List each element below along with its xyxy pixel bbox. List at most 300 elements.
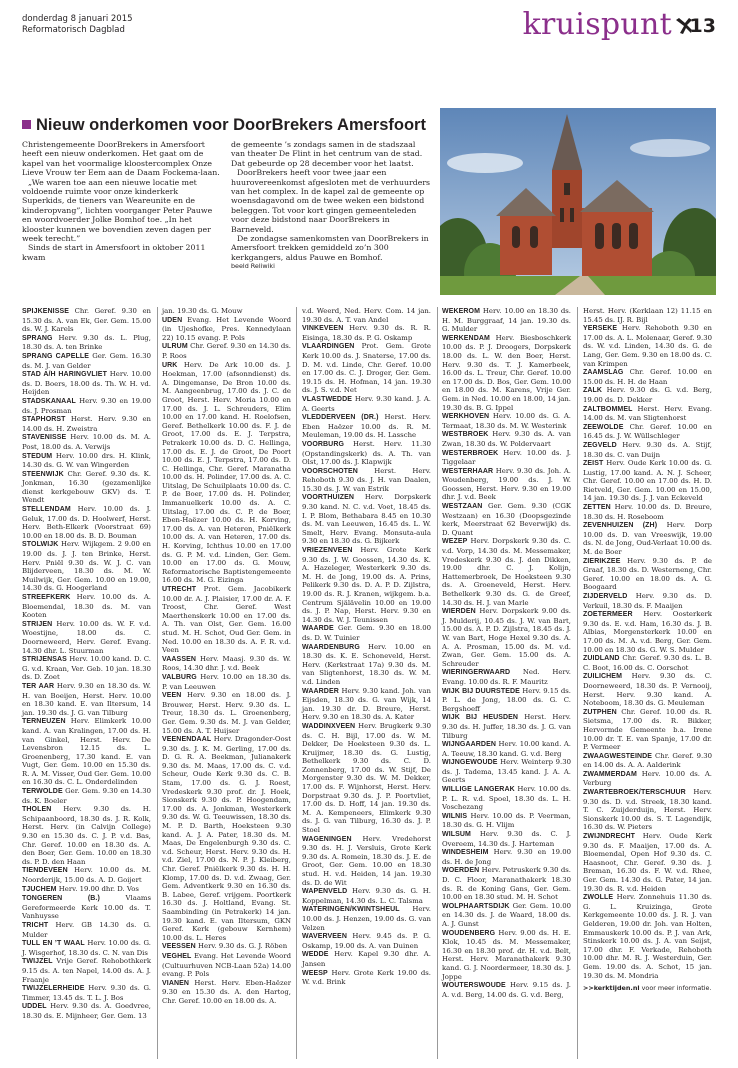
listing-entry <box>302 493 431 546</box>
listing-entry <box>302 722 431 835</box>
listing-services: Herv. 10.00 ds. D. Boers, 18.00 ds. Th. W. H. vd. Heijden <box>22 370 151 397</box>
listing-services: Chr. Geref. 9.30 ds. L. B. C. Boot, 16.00 ds. C. Oorschot <box>583 654 712 672</box>
listing-services: Herv. Dorp 10.00 ds. D. van Vreeswijk, 19.00 ds. N. de Jong, Oud-Verlaat 10.00 ds. M. de Boer <box>583 521 712 557</box>
listing-entry <box>162 585 291 655</box>
listing-entry <box>442 830 571 848</box>
listing-column-5 <box>583 307 712 993</box>
listing-services: Herv. 9.30 ds. D. v.d. Streek, 18.30 kand. T. C. Zuijderduijn, Herst. Herv. Sionskerk 10.00 ds. S. T. Lagendijk, 16.30 ds. W. Pieters <box>583 788 712 832</box>
listing-entry <box>302 932 431 950</box>
listing-entry <box>583 708 712 752</box>
listing-entry <box>442 812 571 830</box>
listing-place-name: VINKEVEEN <box>302 325 344 333</box>
listing-services: Herv. 10.00 ds. P. L. R. v.d. Spoel, 18.30 ds. L. H. Voschezang <box>442 785 571 812</box>
listing-entry <box>302 687 431 722</box>
listing-entry <box>302 905 431 932</box>
listing-entry <box>22 452 151 470</box>
listing-place-name: ZWARTEBROEK/TERSCHUUR <box>583 789 686 797</box>
listing-services: Herv. 9.30 ds. G. v.d. Berg, 19.00 ds. D. Dekker <box>583 386 712 404</box>
listing-place-name: ZIERIKZEE <box>583 557 621 565</box>
listing-entry <box>22 787 151 805</box>
listing-services: Chr. Geref. 10.00 ds. R. Sietsma, 17.00 ds. R. Bikker, Hervormde Gemeente b.a. Irene 10.00 dr. T. E. van Spanje, 17.00 dr. P. Vermeer <box>583 707 712 752</box>
listing-place-name: WESTBROEK <box>442 431 489 439</box>
listing-services: Herv. 9.30 ds. A. Stijf, 18.30 ds. C. van Duijn <box>583 440 712 459</box>
listing-entry <box>302 342 431 395</box>
listing-entry <box>22 921 151 939</box>
listing-services: Herv. Kapel 9.30 dhr. A. Jansen <box>302 950 431 968</box>
listing-place-name: TWIJZEL <box>22 958 53 966</box>
listing-entry <box>302 643 431 687</box>
listing-entry <box>302 546 431 624</box>
listing-place-name: TER AAR <box>22 682 55 690</box>
listing-services: Herv. 10.00 ds. J. Tiggelaar <box>442 448 571 467</box>
paper-name: Reformatorisch Dagblad <box>22 25 125 35</box>
listing-services: Herv. Maasj. 9.30 ds. W. Roos, 14.30 dhr. J. v.d. Beek <box>162 654 291 673</box>
listing-services: Ned. Herv. Evang. 10.00 ds. R. F. Mauritz <box>442 668 571 686</box>
listing-services: Herv. 9.30 en 19.00 ds. H. de Jong <box>442 848 571 866</box>
listing-entry <box>162 942 291 952</box>
article-paragraph: DoorBrekers heeft voor twee jaar een huurovereenkomst afgesloten met de verhuurders van het complex. In de kapel zal de gemeente op woensdagavond om de twee weken een bidstond beleggen. Tot voor kort gingen gemeenteleden voor deze bidstond naar DoorBrekers in Barneveld. <box>231 168 431 234</box>
listing-services: Vlaams Gereformeerde Kerk 10.00 ds. T. Vanhuysse <box>22 894 151 921</box>
listing-services: v.d. Weerd, Ned. Herv. Com. 14 jan. 19.30 ds. A. T. van Andel <box>302 307 431 324</box>
listing-services: Herv. 10.00 en 18.30 ds. P. van Leeuwen <box>162 672 291 691</box>
listing-services: Ger. Gem. 9.30 en 14.30 ds. K. Boeler <box>22 787 151 805</box>
listing-entry <box>583 459 712 503</box>
listing-services: Herv. 10.00 en 18.30 ds. H. M. Burggraaf, 14 jan. 19.30 ds. G. Mulder <box>442 307 571 334</box>
listing-place-name: ZUILICHEM <box>583 673 623 681</box>
listing-entry <box>583 423 712 441</box>
listing-services: Herst. Herv. 9.30 en 14.00 ds. H. Zweistra <box>22 415 151 433</box>
listing-services: Herv. 9.30 ds. A. Goedvree, 18.30 ds. E. Mijnheer, Ger. Gem. 13 <box>22 1002 151 1020</box>
listing-entry <box>442 430 571 448</box>
listing-services: Evang. Het Levende Woord (Cultuurhuven NCB-Laan 52a) 14.00 evang. P. Pols <box>162 951 291 979</box>
listing-place-name: STRIJEN <box>22 620 53 628</box>
listing-entry <box>583 654 712 672</box>
listing-place-name: WERKENDAM <box>442 334 490 342</box>
listing-services: Herv. 10.00 ds. P. Veerman, 18.30 ds. G. H. Vlijm <box>442 811 571 830</box>
listing-place-name: WEZEP <box>442 538 468 546</box>
issue-date: donderdag 8 januari 2015 <box>22 14 133 24</box>
listing-entry <box>302 324 431 342</box>
listing-place-name: WIJK BIJ HEUSDEN <box>442 714 519 722</box>
listing-entry <box>302 413 431 440</box>
article-paragraph: „We waren toe aan een nieuwe locatie met voldoende ruimte voor onze kinderkerk Superkids, de tieners van Weareunite en de kinderopvang”, lichten voorganger Peter Pauwe en woordvoerder Jolke Bomhof toe. „In het klooster kunnen we bovendien zeven dagen per week terecht.” <box>22 177 213 244</box>
listing-services: Ger. Gem. 16.30 ds. M. J. van Gelder <box>22 351 151 370</box>
listing-services: Herv. Oude Kerk 10.00 ds. G. Lustig, 17.00 kand. A. N. J. Scheer, Chr. Geref. 10.00 en 17.00 ds. H. D. Rietveld, Ger. Gem. 10.00 en 15.00, 14 jan. 19.30 ds. J. J. van Eckeveld <box>583 459 712 503</box>
listing-entry <box>302 969 431 987</box>
listing-place-name: STAPHORST <box>22 416 66 424</box>
listing-entry <box>583 503 712 521</box>
listing-services: Herv. 9.30 en 18.30 ds. W. H. van Boeijen, Herst. Herv. 10.00 en 18.30 kand. E. van Iltersum, 14 jan. 19.30 ds. J. G. van Tilburg <box>22 681 151 717</box>
listing-place-name: VRIEZENVEEN <box>302 547 353 555</box>
listing-place-name: TERNEUZEN <box>22 718 66 726</box>
listing-services: Herv. 9.30 en 18.00 ds. J. Brouwer, Herst. Herv. 9.30 ds. L. Treur, 18.30 ds. L. Groenenberg, Ger. Gem. 9.30 ds. M. J. van Gelder, 15.00 ds. A. T. Huijser <box>162 691 291 735</box>
listing-services: Herv. 9.30 ds. P. de Graaf, 18.30 ds. D. Westerneng, Chr. Geref. 10.00 en 18.00 ds. A. G. Boogaard <box>583 556 712 592</box>
listing-services: Chr. Geref. 9.30 en 14.30 ds. P. Roos <box>162 342 291 360</box>
listing-place-name: STRIJENSAS <box>22 656 67 664</box>
listing-entry <box>442 758 571 785</box>
listing-services: Herv. 10.00 kand. D. C. G. v.d. Kraan, Ver. Geb. 10 jan. 18.30 ds. D. Zoet <box>22 655 151 682</box>
listing-services: Herv. Elimkerk 10.00 kand. A. van Kralingen, 17.00 ds. H. van Ginkel, Herst. Herv. De Levensbron 12.15 ds. L. Groenenberg, 17.30 kand. E. van Vugt, Ger. Gem. 10.00 en 15.30 ds. R. A. M. Visser, Oud Ger. Gem. 10.00 en 16.30 ds. C. L. Onderdelinden <box>22 717 151 787</box>
listing-place-name: TRICHT <box>22 921 49 929</box>
listing-entry <box>302 950 431 968</box>
listing-place-name: VLEDDERVEEN (DR.) <box>302 414 379 422</box>
listing-entry <box>22 593 151 620</box>
listing-place-name: WIJNGAARDEN <box>442 741 496 749</box>
listing-entry <box>22 352 151 370</box>
listing-services: Herv. 9.30 ds. G. Timmer, 13.45 ds. T. L. J. Bos <box>22 984 151 1002</box>
listing-services: Herv. Grote Kerk 9.30 ds. J. W. Goossen, 14.30 ds. K. A. Hazeleger, Westerkerk 9.30 ds. M. H. de Jong, 19.00 ds. A. Prins, Pelikerk 9.30 ds. D. A. P. D. Zijlstra, 19.00 ds. R. J. Kranen, wijkgem. b.a. Centrum Själävelin 10.00 en 19.00 ds. J. P. Nap, Herst. Herv. 9.30 en 14.30 ds. W. J. Teunissen <box>302 546 431 624</box>
listing-entry <box>442 412 571 430</box>
listing-place-name: WIERINGERWAARD <box>442 669 511 677</box>
listing-entry <box>442 785 571 812</box>
listing-services: jan. 19.30 ds. G. Mouw <box>162 307 243 315</box>
listing-entry <box>583 752 712 770</box>
listing-place-name: THOLEN <box>22 806 52 814</box>
listing-entry <box>22 1002 151 1020</box>
listing-services: Herv. 10.00 drs. H. Klink, 14.30 ds. G. W. van Wingerden <box>22 451 151 470</box>
listing-place-name: WEESP <box>302 969 328 977</box>
listing-entry <box>22 540 151 593</box>
listing-services: Herv. 9.30 ds. G. H. Koppelman, 14.30 ds. L. C. Talsma <box>302 887 431 905</box>
listing-services: Herv. 9.30 ds. A. van Zwan, 18.30 ds. W. Poldervaart <box>442 430 571 448</box>
listing-services: Herv. Dorpskerk 9.30 ds. C. v.d. Vorp, 14.30 ds. M. Messemaker, Vredeskerk 9.30 ds. J. den Dikken, 19.00 dhr. C. J. Kolijn, Hattemerbroek, De Hoeksteen 9.30 ds. A. Groeneveld, Herst. Herv. Bethelkerk 9.30 ds. G. de Greef, 14.30 ds. H. J. van Marle <box>442 537 571 607</box>
listing-services: Ger. Gem. 9.30 (CGK Westzaan) en 16.30 (Doopsgezinde kerk, Meerstraat 62 Beverwijk) ds. D. Quant <box>442 502 571 537</box>
headline-square-marker <box>22 120 31 129</box>
listing-column-2 <box>162 307 291 1006</box>
listing-place-name: STEENWIJK <box>22 470 64 478</box>
listing-entry <box>442 607 571 668</box>
listing-services: Herv. 10.00 en 18.30 ds. K. E. Schoneveld, Herst. Herv. (Kerkstraat 17a) 9.30 ds. M. van Sligtenhorst, 18.30 ds. W. M. v.d. Linden <box>302 642 431 686</box>
listing-entry <box>302 440 431 467</box>
listing-entry <box>442 307 571 334</box>
listing-entry <box>162 361 291 585</box>
listing-place-name: WILSUM <box>442 831 471 839</box>
listing-place-name: ZEGVELD <box>583 441 617 449</box>
listing-place-name: ZAAMSLAG <box>583 369 624 377</box>
listing-place-name: VIANEN <box>162 979 190 987</box>
listing-place-name: TIENDEVEEN <box>22 867 68 875</box>
listing-services: Herv. Grote Kerk 19.00 ds. W. v.d. Brink <box>302 968 431 987</box>
article-column-2 <box>231 140 431 272</box>
listing-place-name: SPIJKENISSE <box>22 308 70 315</box>
section-title: kruispunt <box>522 7 672 42</box>
listing-place-name: WAVERVEEN <box>302 933 347 941</box>
listing-entry <box>22 334 151 352</box>
page-number: 13 <box>689 15 716 37</box>
listing-place-name: VALBURG <box>162 673 197 681</box>
listing-entry <box>162 691 291 735</box>
listing-place-name: WESTZAAN <box>442 503 483 511</box>
listing-entry <box>583 521 712 556</box>
listing-entry <box>583 770 712 788</box>
listing-services: Herv. 10.00 ds. W. F. v.d. Woestijne, 18.00 ds. C. Doorneweerd, Herv. Geref. Evang. 14.30 dhr. L. Stuurman <box>22 619 151 655</box>
listing-place-name: WOUDENBERG <box>442 929 496 937</box>
listing-entry <box>302 835 431 888</box>
listing-entry <box>442 537 571 607</box>
listing-entry <box>162 735 291 942</box>
listing-column-1 <box>22 307 151 1021</box>
listing-services: Herv. 9.15 ds. P. L. de Jong, 18.00 ds. G. C. Bergshoeff <box>442 686 571 713</box>
listing-services: Chr. Geref. 9.30 en 15.30 ds. A. van Ek, Ger. Gem. 15.00 ds. W. J. Karels <box>22 307 151 334</box>
listing-entry <box>302 624 431 642</box>
listing-services: Herv. 9.30 kand. Joh. van Eijsden, 18.30 ds. G. van Wijk, 14 jan. 19.30 dr. D. Breure, Herst. Herv. 9.30 en 18.30 ds. A. Kater <box>302 686 431 722</box>
listing-services: Herv. 9.30 ds. R. R. Eisinga, 18.30 ds. P. G. Oskamp <box>302 324 431 342</box>
listing-services: Herst. Herv. Eben Haëzer 10.00 ds. R. M. Meuleman, 19.00 ds. H. Lassche <box>302 413 431 440</box>
listing-place-name: WIJK BIJ DUURSTEDE <box>442 687 520 695</box>
listing-entry <box>583 832 712 893</box>
listing-services: Herv. 9.30 ds. G. J. Röben <box>197 942 288 951</box>
listing-services: Herv. Dragonder-Oost 9.30 ds. J. K. M. Gerling, 17.00 ds. D. G. R. A. Beekman, Julianakerk 9.30 ds. M. Maas, 17.00 ds. C. v.d. Scheur, Oude Kerk 9.30 ds. C. B. Stam, 17.00 ds. G. J. Roest, Vredeskerk 9.30 prof. dr. J. Hoek, Sionskerk 9.30 ds. P. Hoogendam, 17.00 ds. A. Jonkman, Westerkerk 9.30 ds. W. G. Teeuwissen, 18.30 ds. M. P. D. Barth, Hoeksteen 9.30 kand. A. J. A. Pater, 18.30 ds. M. Maas, De Engelenburgh 9.30 ds. C. v.d. Scheur, Herst. Herv. 9.30 ds. H. v.d. Ziel, 17.00 ds. N. P. J. Kleiberg, Chr. Geref. Pniëlkerk 9.30 ds. H. H. Klomp, 17.00 ds. D. v.d. Zwaag, Ger. Gem. Adventkerk 9.30 en 16.30 ds. B. Labee, Geref. vrijgem. Poortkerk 16.30 ds. J. Holtland, Evang. St. Saambinding (in Petrakerk) 14 jan. 19.30 kand. E. van Iltersum, GKN Geref. Kerk (gebouw Kernhem) 10.00 ds. L. Heres <box>162 735 291 942</box>
listing-services: Herv. 9.30 ds. Joh. A. Woudenberg, 19.00 ds. J. W. Goossen, Herst. Herv. 9.30 en 19.00 dhr. J. v.d. Beek <box>442 466 571 502</box>
listing-entry <box>583 592 712 610</box>
listing-entry <box>162 952 291 979</box>
listing-services: Herv. Rehoboth 9.30 en 17.00 ds. A. L. Molenaar, Geref. 9.30 ds. W. v.d. Linden, 14.30 ds. G. de Lang, Ger. Gem. 9.30 en 18.00 ds. C. van Krimpen <box>583 324 712 368</box>
photo-credit: beeld Reliwiki <box>231 262 275 271</box>
listing-services: Herv. 19.00 dhr. D. Vos <box>58 884 139 893</box>
listing-place-name: VLASTWEDDE <box>302 395 352 403</box>
masthead <box>22 7 716 58</box>
listing-services: Herst. Herv. Eben-Haëzer 9.30 en 15.30 ds. A. den Hartog, Chr. Geref. 10.00 en 18.00 ds. A. <box>162 978 291 1005</box>
listing-services: Ger. Gem. 9.30 en 18.00 ds. D. W. Tuinier <box>302 624 431 642</box>
listing-entry <box>583 405 712 423</box>
listing-place-name: VEEN <box>162 692 182 700</box>
column-divider <box>577 307 578 1059</box>
listing-entry <box>583 441 712 459</box>
listing-place-name: ZEEWOLDE <box>583 423 624 431</box>
listing-services: Herv. 10.00 ds. J. Henzen, 19.00 ds. G. van Velzen <box>302 905 431 932</box>
listing-services: Herv. 9.30 ds. D. Verkuil, 18.30 ds. F. Maaijen <box>583 592 712 610</box>
listing-entry <box>162 979 291 1006</box>
listing-place-name: URK <box>162 361 178 369</box>
listing-place-name: WEKEROM <box>442 308 481 315</box>
listing-services: Herv. Petruskerk 9.30 ds. D. C. Floor, Maranathakerk 18.30 ds. R. de Koning Gans, Ger. Gem. 10.00 en 18.30 stud. M. H. Schot <box>442 866 571 902</box>
listing-services: Herst. Herv. Rehoboth 9.30 ds. J. H. van Daalen, 15.30 ds. J. W. van Estrik <box>302 466 431 493</box>
listing-place-name: STOLWIJK <box>22 541 59 549</box>
listing-place-name: ZUTPHEN <box>583 708 617 716</box>
article-headline <box>22 116 426 135</box>
listing-services: Herv. 10.00 ds. G. J. Wisgerhof, 18.30 ds. C. N. van Dis <box>22 939 151 957</box>
listing-entry <box>442 449 571 467</box>
listing-place-name: WATERINGEN/KWINTSHEUL <box>302 906 400 914</box>
listing-place-name: WAPENVELD <box>302 888 348 896</box>
kerktijden-link[interactable]: >>kerktijden.nl <box>583 984 640 993</box>
listing-entry <box>22 939 151 957</box>
listing-entry <box>302 467 431 494</box>
listing-column-4 <box>442 307 571 999</box>
listing-entry <box>162 342 291 360</box>
listing-place-name: UTRECHT <box>162 586 197 593</box>
listing-entry <box>583 610 712 654</box>
listing-entry <box>22 885 151 895</box>
listing-entry <box>162 655 291 673</box>
listing-entry <box>583 893 712 980</box>
listing-entry <box>442 740 571 758</box>
footer-note <box>583 984 712 993</box>
listing-services: Herv. Brugkerk 9.30 ds. C. H. Bijl, 17.00 ds. W. M. Dekker, De Hoeksteen 9.30 ds. L. Kruijmer, 18.30 ds. G. Lustig, Bethelkerk 9.30 ds. C. D. Zonnenberg, 17.00 ds. W. Stijf, De Morgenster 9.30 ds. W. M. Dekker, 17.00 ds. F. Wijnhorst, Herst. Herv. Dorpstraat 9.30 ds. J. P. Poortvliet, 17.00 ds. D. Hoff, 14 jan. 19.30 ds. M. A. Kempeneers, Elimkerk 9.30 ds. J. G. van Tilburg, 16.30 ds. J. P. Stoel <box>302 721 431 835</box>
listing-place-name: VOORTHUIZEN <box>302 494 355 502</box>
date-block <box>22 14 133 36</box>
listing-place-name: ZALK <box>583 387 603 395</box>
listing-services: Herv. Oude Kerk 9.30 ds. F. Maaijen, 17.00 ds. A. Bloemendal, Open Hof 9.30 ds. C. Haasnoot, Chr. Geref. 9.30 ds. J. Breman, 16.30 ds. F. W. v.d. Rhee, Ger. Gem. 14.30 ds. G. Pater, 14 jan. 19.30 ds. R. v.d. Heiden <box>583 832 712 893</box>
listing-services: Herv. 10.00 ds. M. Noorderijk, 15.00 ds. A. D. Goijert <box>22 866 151 884</box>
listing-services: Herv. 10.00 ds. A. Bloemendal, 18.30 ds. M. van Kooten <box>22 593 151 620</box>
listing-entry <box>442 502 571 537</box>
article-paragraph: De zondagse samenkomsten van DoorBrekers in Amersfoort trekken gemiddeld zo’n 300 kerkgangers, aldus Pauwe en Bomhof. <box>231 234 429 262</box>
article-paragraph: Christengemeente DoorBrekers in Amersfoort heeft een nieuw onderkomen. Het gaat om de kapel van het voormalige kloostercomplex Onze Lieve Vrouw ter Eem aan de Daam Fockema-laan. <box>22 140 220 178</box>
listing-entry <box>442 929 571 982</box>
listing-entry <box>162 673 291 691</box>
listing-entry <box>22 682 151 717</box>
column-divider <box>157 307 158 1059</box>
listing-place-name: ZUIDLAND <box>583 655 620 663</box>
listing-place-name: WESTERHAAR <box>442 467 494 475</box>
listing-entry <box>22 415 151 433</box>
listing-place-name: STELLENDAM <box>22 506 71 514</box>
listing-entry <box>442 467 571 502</box>
listing-services: Herv. 10.00 ds. D. Breure, 18.30 ds. H. Roseboom <box>583 503 712 521</box>
listing-place-name: WOERDEN <box>442 867 480 875</box>
column-divider <box>296 307 297 1059</box>
listing-place-name: VLAARDINGEN <box>302 343 355 351</box>
listing-services: Herst. Herv. 11.30 (Opstandingskerk) ds. A. Th. van Olst, 17.00 ds. J. Klapwijk <box>302 439 431 467</box>
listing-place-name: WINDESHEIM <box>442 849 489 857</box>
listing-entry <box>442 713 571 740</box>
listing-entry <box>583 672 712 707</box>
listing-services: Herv. 9.15 ds. J. A. v.d. Berg, 14.00 ds. G. v.d. Berg, <box>442 981 571 999</box>
listing-services: Herv. 9.30 ds. C. Doorneweerd, 18.30 ds. P. Vernooij, Herst. Herv. 9.30 kand. A. Noteboom, 18.30 ds. G. Meuleman <box>583 672 712 708</box>
listing-entry <box>583 368 712 386</box>
listing-services: Herv. 9.30 ds. H. Schipaanboord, 18.30 ds. J. R. Kolk, Herst. Herv. (in Calvijn College) 9.30 en 15.30 ds. C. J. P. v.d. Bas, Chr. Geref. 10.00 en 18.30 ds. A. den Boer, Ger. Gem. 10.00 en 18.30 ds. P. D. den Haan <box>22 805 151 866</box>
listing-entry <box>22 620 151 655</box>
listing-services: Herv. GB 14.30 ds. G. Mulder <box>22 920 151 939</box>
listing-entry <box>22 307 151 334</box>
listing-place-name: STADSKANAAL <box>22 397 76 405</box>
listing-entry <box>442 981 571 999</box>
listing-services: Herv. 9.30 en 19.00 ds. J. Prosman <box>22 396 151 415</box>
listing-place-name: ZEVENHUIZEN (ZH) <box>583 522 658 530</box>
listing-entry <box>22 866 151 884</box>
listing-services: Herv. De Ark 10.00 ds. J. Hoekman, 17.00 (afsonndienst) ds. A. Dingemanse, De Bron 10.00 ds. M. Aangeenbrug, 17.00 ds. J. C. de Groot, Herst. Herv. Moria 10.00 en 17.00 ds. J. L. Schreuders, Elim 10.00 en 17.00 kand. H. Roelofsen, Geref. Bethelkerk 10.00 ds. F. J. de Groot, 17.00 ds. E. J. Terpstra, Petrakerk 10.00 ds. D. C. Hellinga, 17.00 ds. E. J. de Groot, De Poort 10.00 ds. E. J. Terpstra, 17.00 ds. D. C. Hellinga, Chr. Geref. Maranatha 10.00 ds. H. Polinder, 17.00 ds. A. C. Uitslag, De Schuilplaats 10.00 ds. C. P. de Boer, 17.00 ds. H. Polinder, Immanuelkerk 10.00 ds. A. C. Uitslag, 17.00 ds. C. P. de Boer, Eben-Haëzer 10.00 ds. H. Korving, 17.00 ds. A. van Heteren, Pniëlkerk 10.00 ds. A. van Heteren, 17.00 ds. H. Korving, Ichthus 10.00 en 17.00 ds. G. P. M. v.d. Linden, Ger. Gem. 10.00 en 17.00 ds. G. Mouw, Reformatorische Baptistengemeente 16.00 ds. M. G. Eizinga <box>162 360 291 585</box>
listing-entry <box>22 397 151 415</box>
listing-services: Herv. Wijkgem. 2 9.00 en 19.00 ds. J. J. ten Brinke, Herst. Herv. Pniël 9.30 ds. W. J. C. van Blijderveen, 18.30 ds. M. W. Muilwijk, Ger. Gem. 10.00 en 19.00, 14.30 ds. G. Hoogerland <box>22 540 151 593</box>
footer-text: voor meer informatie. <box>639 984 712 993</box>
listing-place-name: ULRUM <box>162 343 188 351</box>
listing-place-name: TULL EN ’T WAAL <box>22 940 85 948</box>
listing-services: Chr. Geref. 10.00 en 16.45 ds. J. W. Wüllschleger <box>583 422 712 441</box>
listing-place-name: WOUTERSWOUDE <box>442 982 506 990</box>
article-column-1 <box>22 140 222 262</box>
listing-place-name: SPRANG <box>22 334 53 342</box>
listing-place-name: WADDINXVEEN <box>302 722 356 730</box>
listing-entry <box>22 470 151 505</box>
listing-place-name: WAARDENBURG <box>302 643 360 651</box>
listing-entry <box>302 887 431 905</box>
listing-services: Herv. Biesboschkerk 10.00 ds. P. J. Droogers, Dorpskerk 18.00 ds. L. W. den Boer, Herst. Herv. 9.30 ds. T. J. Kamerbeek, 16.00 ds. L. Treur, Chr. Geref. 10.00 en 17.00 ds. D. Bos, Ger. Gem. 10.00 en 18.00 ds. M. Karens, Vrije Ger. Gem. in Ned. 10.00 en 18.00, 14 jan. 19.30 ds. B. G. Ippel <box>442 333 571 412</box>
listing-services: Herv. 10.00 kand. A. A. Teeuw, 18.30 kand. G. v.d. Berg <box>442 740 571 758</box>
listing-services: Herst. Herv. (Kerklaan 12) 11.15 en 15.45 ds. IJ. R. Bijl <box>583 307 712 324</box>
listing-place-name: VEESSEN <box>162 943 196 951</box>
listing-place-name: ZWOLLE <box>583 894 614 902</box>
listing-place-name: VAASSEN <box>162 655 197 663</box>
listing-services: Herv. 9.30 ds. C. J. Overeem, 14.30 ds. J. Harteman <box>442 830 571 848</box>
listing-place-name: TERWOLDE <box>22 788 63 796</box>
listing-place-name: STAD A/H HARINGVLIET <box>22 371 107 379</box>
listing-entry <box>302 307 431 324</box>
listing-services: Herv. Dorpskerk 9.30 kand. N. C. v.d. Voet, 18.45 ds. I. P. Blom, Bethabara 8.45 en 10.30 ds. M. van Leeuwen, 16.45 ds. L. W. Smelt, Herv. Evang. Monsuta-aula 9.30 en 18.30 ds. G. Bijkerk <box>302 493 431 546</box>
listing-place-name: WERKHOVEN <box>442 413 490 421</box>
listing-entry <box>302 395 431 413</box>
listing-place-name: UDDEL <box>22 1003 47 1011</box>
listing-entry <box>442 866 571 901</box>
listing-entry <box>162 316 291 343</box>
listing-place-name: WIJNGEWOUDE <box>442 759 498 767</box>
listing-entry <box>22 957 151 984</box>
listing-services: Herv. Oosterkerk 9.30 ds. E. v.d. Ham, 16.30 ds. J. B. Albias, Morgensterkerk 10.00 en 17.00 ds. M. A. v.d. Berg, Ger. Gem. 10.00 en 18.30 ds. G. W. S. Mulder <box>583 610 712 654</box>
listing-place-name: WAARDE <box>302 625 334 633</box>
article-paragraph: de gemeente ’s zondags samen in de stadszaal van theater De Flint in het centrum van de stad. Dat gebeurde op 28 december voor het laatst. <box>231 140 423 168</box>
listing-services: Herv. 10.00 ds. J. Geluk, 17.00 ds. D. Hoolwerf, Herst. Herv. Beth-Elkerk (Voorstraat 69) 10.00 en 18.00 ds. B. D. Bouman <box>22 505 151 540</box>
listing-services: Herst. Herv. Evang. 14.00 ds. M. van Sligtenhorst <box>583 404 712 423</box>
listing-services: Herv. 9.30 kand. J. A. A. Geerts <box>302 394 431 413</box>
listing-services: Herv. Vredehorst 9.30 ds. H. J. Versluis, Grote Kerk 9.30 ds. A. Romein, 18.30 ds. J. E. de Groot, Ger. Gem. 10.00 en 18.30 stud. H. v.d. Heiden, 14 jan. 19.30 ds. D. de Wit <box>302 834 431 887</box>
listing-entry <box>583 386 712 404</box>
listing-entry <box>22 717 151 787</box>
listing-place-name: ZETTEN <box>583 504 611 512</box>
listing-entry <box>22 655 151 682</box>
listing-services: Herv. Dorpskerk 9.00 ds. J. Mulderij, 10.45 ds. J. W. van Bart, 15.00 ds. A. P. D. Zijlstra, 18.45 ds. J. W. van Bart, Hoge Hexel 9.30 ds. A. A. A. Prosman, 15.00 ds. M. v.d. Zwan, Ger. Gem. 15.00 ds. A. Schreuder <box>442 607 571 668</box>
listing-services: Prot. Gem. Jacobikerk 10.00 dr. A. J. Plaisier, 17.00 dr. A. F. Troost, Chr. Geref. West Maerthenskerk 10.00 en 17.00 ds. A. Th. van Olst, Ger. Gem. 16.00 stud. M. H. Schot, Oud Ger. Gem. in Ned. 10.00 en 18.30 ds. A. F. R. v.d. Veen <box>162 585 291 655</box>
listing-services: Chr. Geref. 10.00 en 15.00 ds. H. H. de Haan <box>583 368 712 386</box>
listing-place-name: VOORSCHOTEN <box>302 467 358 475</box>
church-photo <box>440 108 716 295</box>
listing-place-name: UDEN <box>162 316 183 324</box>
listing-place-name: WIERDEN <box>442 608 476 616</box>
listing-place-name: WILLIGE LANGERAK <box>442 786 515 794</box>
listing-services: Chr. Geref. 9.30 en 14.00 ds. A. A. Aalderink <box>583 751 712 770</box>
listing-services: Prot. Gem. Grote Kerk 10.00 ds. J. Snaterse, 17.00 ds. D. M. v.d. Linde, Chr. Geref. 10.00 en 17.00 ds. C. J. Droger, Ger. Gem. 19.15 ds. H. Hofman, 14 jan. 19.30 ds. J. S. v.d. Net <box>302 342 431 395</box>
listing-services: Herst. Herv. 9.30 ds. H. Juffer, 18.30 ds. J. G. van Tilburg <box>442 713 571 740</box>
listing-services: Evang. Het Levende Woord (in Ujeshofke, Pres. Kennedylaan 22) 10.15 evang. P. Pols <box>162 315 291 342</box>
listing-place-name: WESTERBROEK <box>442 449 499 457</box>
listing-entry <box>583 307 712 324</box>
listing-place-name: ZIJDERVELD <box>583 593 628 600</box>
listing-entry <box>22 505 151 540</box>
listing-place-name: ZOETERMEER <box>583 611 633 619</box>
listing-place-name: VEENENDAAL <box>162 736 212 744</box>
listing-place-name: VOORBURG <box>302 440 345 448</box>
listing-place-name: ZALTBOMMEL <box>583 405 633 413</box>
listing-entry <box>22 805 151 866</box>
listing-entry <box>22 894 151 921</box>
listing-entry <box>22 370 151 397</box>
listing-entry <box>583 557 712 592</box>
listing-place-name: WAGENINGEN <box>302 835 352 843</box>
listing-entry <box>442 687 571 714</box>
listing-entry <box>442 334 571 412</box>
listing-place-name: WILNIS <box>442 812 468 820</box>
listing-place-name: ZWAMMERDAM <box>583 770 637 778</box>
listing-services: Herv. Weinterp 9.30 ds. J. Tadema, 13.45 kand. J. A. A. Geerts <box>442 758 571 785</box>
column-divider <box>437 307 438 1059</box>
listing-place-name: STREEFKERK <box>22 594 71 601</box>
listing-entry <box>22 433 151 451</box>
listing-services: Ger. Gem. 10.00 en 14.30 ds. J. de Waard, 18.00 ds. A. J. Gunst <box>442 901 571 928</box>
listing-place-name: ZEIST <box>583 460 604 468</box>
listing-place-name: TONGEREN (B.) <box>22 895 100 903</box>
listing-entry <box>162 307 291 316</box>
article-paragraph: Sinds de start in Amersfoort in oktober 2011 kwam <box>22 243 206 262</box>
listing-place-name: ZWIJNDRECHT <box>583 833 636 841</box>
